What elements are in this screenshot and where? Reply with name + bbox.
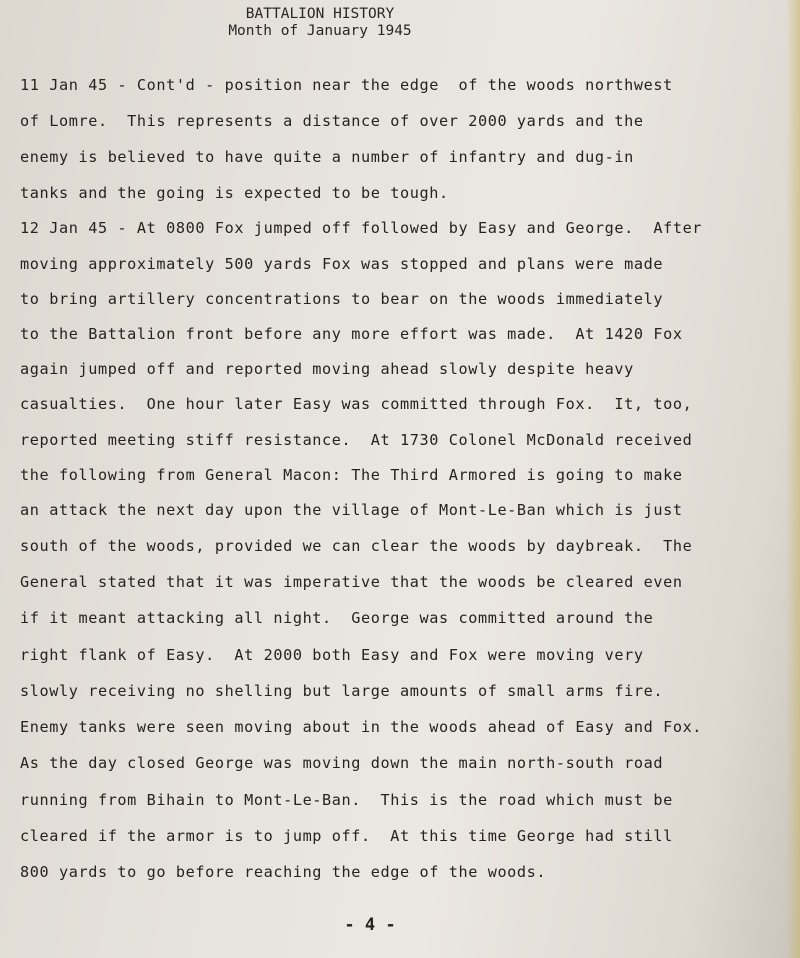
body-line-3: enemy is believed to have quite a number of infantry and dug-in — [20, 148, 634, 166]
body-line-17: right flank of Easy. At 2000 both Easy and Fox were moving very — [20, 646, 644, 664]
body-line-9: again jumped off and reported moving ahead slowly despite heavy — [20, 360, 634, 378]
header-title: BATTALION HISTORY — [245, 6, 395, 22]
page-number: - 4 - — [344, 915, 396, 935]
body-line-11: reported meeting stiff resistance. At 1730 Colonel McDonald received — [20, 431, 693, 449]
body-line-22: cleared if the armor is to jump off. At this time George had still — [20, 827, 673, 845]
body-line-21: running from Bihain to Mont-Le-Ban. This is the road which must be — [20, 791, 673, 809]
body-line-16: if it meant attacking all night. George was committed around the — [20, 609, 654, 627]
body-line-5: 12 Jan 45 - At 0800 Fox jumped off followed by Easy and George. After — [20, 219, 703, 237]
body-line-14: south of the woods, provided we can clear the woods by daybreak. The — [20, 537, 693, 555]
body-line-20: As the day closed George was moving down the main north-south road — [20, 754, 664, 772]
body-line-15: General stated that it was imperative that the woods be cleared even — [20, 573, 683, 591]
header-subtitle: Month of January 1945 — [228, 23, 412, 39]
body-line-10: casualties. One hour later Easy was committed through Fox. It, too, — [20, 395, 693, 413]
body-line-8: to the Battalion front before any more effort was made. At 1420 Fox — [20, 325, 683, 343]
page-edge-shadow — [786, 0, 800, 958]
body-line-7: to bring artillery concentrations to bear on the woods immediately — [20, 290, 664, 308]
body-line-1: 11 Jan 45 - Cont'd - position near the edge of the woods northwest — [20, 76, 673, 94]
body-line-6: moving approximately 500 yards Fox was stopped and plans were made — [20, 255, 664, 273]
body-line-13: an attack the next day upon the village of Mont-Le-Ban which is just — [20, 501, 683, 519]
body-line-12: the following from General Macon: The Third Armored is going to make — [20, 466, 683, 484]
document-header — [170, 6, 470, 40]
body-line-23: 800 yards to go before reaching the edge of the woods. — [20, 863, 547, 881]
body-line-18: slowly receiving no shelling but large amounts of small arms fire. — [20, 682, 664, 700]
body-line-19: Enemy tanks were seen moving about in the woods ahead of Easy and Fox. — [20, 718, 703, 736]
body-line-4: tanks and the going is expected to be tough. — [20, 184, 449, 202]
body-line-2: of Lomre. This represents a distance of over 2000 yards and the — [20, 112, 644, 130]
